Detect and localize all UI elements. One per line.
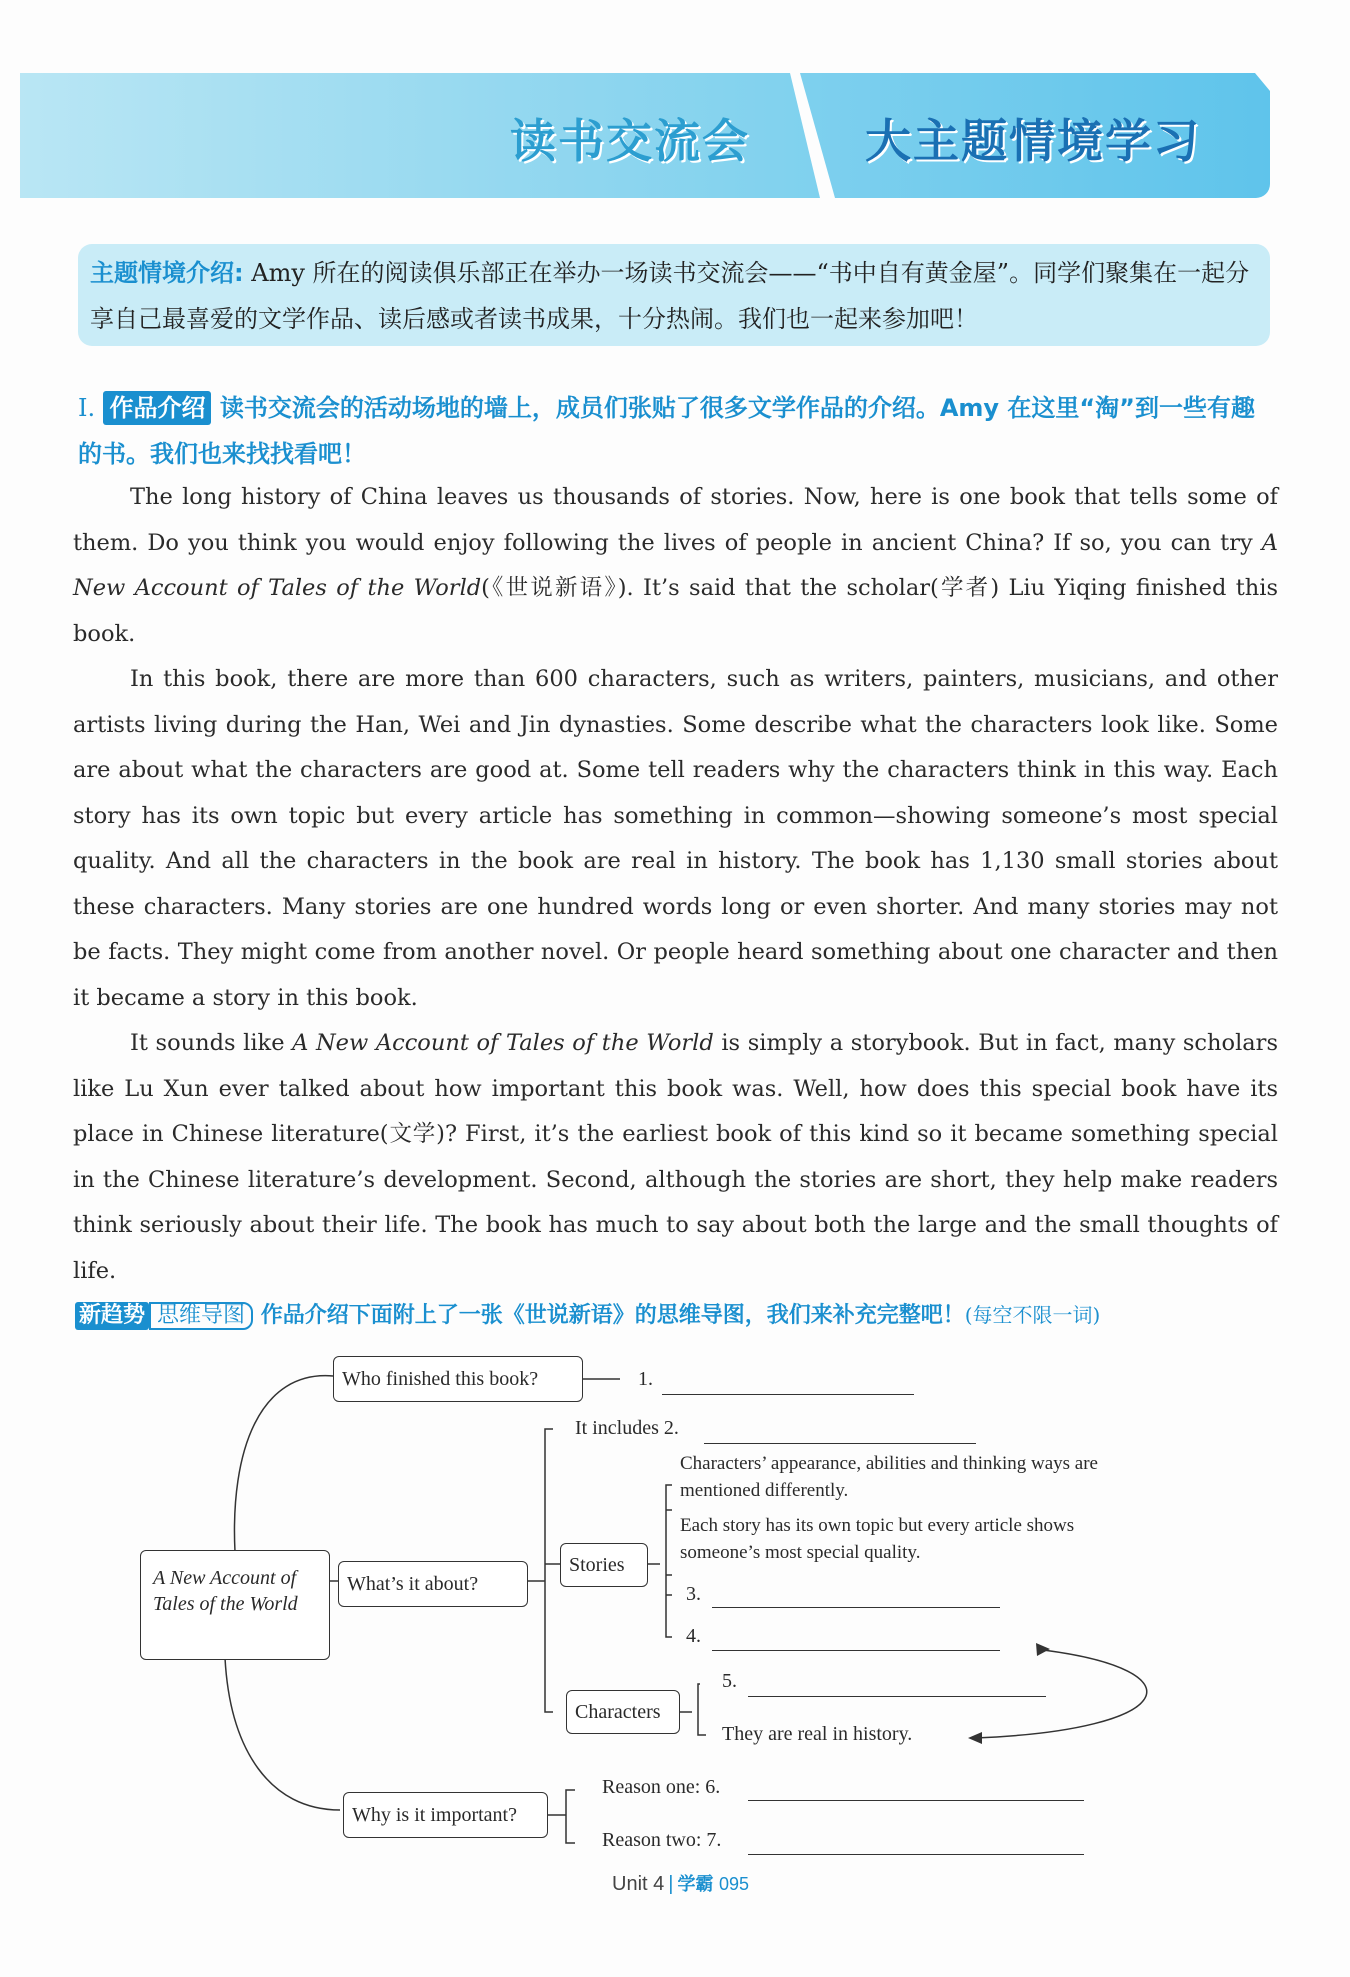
book-title: A New Account of Tales of the World [292, 1030, 714, 1056]
page-number: 095 [719, 1874, 750, 1894]
arrow-head-bottom [968, 1732, 982, 1744]
curved-arrow [975, 1650, 1147, 1738]
trend-tag: 新趋势 [75, 1302, 149, 1330]
section-number: Ⅰ. [78, 394, 96, 422]
header-title-right: 大主题情境学习 [865, 114, 1201, 168]
article-text: (《世说新语》). It’s said that the scholar(学者) Liu Yiqing finished this book. [73, 575, 1278, 647]
reason-two-label: Reason two: 7. [602, 1829, 722, 1851]
intro-label: 主题情境介绍: [90, 259, 244, 287]
article-text: The long history of China leaves us thousands of stories. Now, here is one book that tells some of them. Do you think you would enjoy following the lives of people in ancient China? If so, you can try [73, 484, 1278, 556]
header-title-left: 读书交流会 [510, 114, 750, 168]
task-instruction [75, 1298, 1285, 1333]
article-paragraph-3 [73, 1021, 1278, 1294]
mindmap-node-characters: Characters [566, 1690, 680, 1734]
intro-body: Amy 所在的阅读俱乐部正在举办一场读书交流会——“书中自有黄金屋”。同学们聚集在一起分享自己最喜爱的文学作品、读后感或者读书成果，十分热闹。我们也一起来参加吧！ [90, 259, 1250, 333]
answer-blank-5[interactable] [748, 1696, 1046, 1697]
mindmap-node-about: What’s it about? [338, 1561, 528, 1607]
article-text: is simply a storybook. But in fact, many scholars like Lu Xun ever talked about how important this book was. Well, how does this special book have its place in Chinese literature(文学)? First, it’s the earliest book of this kind so it became something special in the Chinese literature’s development. Second, although the stories are short, they help make readers think seriously about their life. The book has much to say about both the large and the small thoughts of life. [73, 1030, 1278, 1284]
task-note: (每空不限一词) [964, 1303, 1101, 1327]
article [73, 475, 1278, 1294]
answer-blank-4[interactable] [712, 1650, 1000, 1651]
intro-paragraph [90, 250, 1260, 342]
answer-blank-2[interactable] [704, 1443, 976, 1444]
footer-separator: | [668, 1873, 674, 1895]
blank-3-label: 3. [686, 1583, 701, 1605]
footer-unit: Unit 4 [612, 1873, 665, 1895]
bracket-about [528, 1429, 553, 1712]
article-paragraph-2: In this book, there are more than 600 characters, such as writers, painters, musicians, and other artists living during the Han, Wei and Jin dynasties. Some describe what the characters look like. Some are about what the characters are good at. Some tell readers why the characters think in this way. Each story has its own topic but every article has something in common—showing someone’s most special quality. And all the characters in the book are real in history. The book has 1,130 small stories about these characters. Many stories are one hundred words long or even shorter. And many stories may not be facts. They might come from another novel. Or people heard something about one character and then it became a story in this book. [73, 666, 1278, 1011]
bracket-characters [680, 1684, 706, 1735]
task-text: 作品介绍下面附上了一张《世说新语》的思维导图，我们来补充完整吧！ [260, 1303, 965, 1328]
connector-center-bottom [225, 1658, 340, 1810]
blank-4-label: 4. [686, 1625, 701, 1647]
article-paragraph-1 [73, 475, 1278, 657]
stories-detail-2a: Each story has its own topic but every article shows [680, 1515, 1075, 1536]
answer-blank-7[interactable] [748, 1854, 1084, 1855]
stories-detail-1b: mentioned differently. [680, 1480, 849, 1501]
footer-brand: 学霸 [677, 1874, 714, 1895]
connector-center-top [234, 1376, 333, 1552]
stories-detail-2b: someone’s most special quality. [680, 1542, 921, 1563]
blank-5-label: 5. [722, 1670, 737, 1692]
article-text: It sounds like [130, 1030, 293, 1056]
mindmap-node-important: Why is it important? [343, 1792, 548, 1838]
reason-one-label: Reason one: 6. [602, 1776, 721, 1798]
page-footer [612, 1870, 812, 1896]
mindmap-node-stories: Stories [560, 1543, 648, 1587]
mindmap-tag: 思维导图 [149, 1302, 253, 1330]
book-title: A New Account of Tales of the World [73, 529, 1278, 601]
section-heading [78, 385, 1278, 477]
mindmap-center-node: A New Account of Tales of the World [140, 1550, 330, 1660]
section-instruction: 读书交流会的活动场地的墙上，成员们张贴了很多文学作品的介绍。Amy 在这里“淘”到一些有趣的书。我们也来找找看吧！ [78, 394, 1255, 468]
answer-blank-1[interactable] [662, 1394, 914, 1395]
bracket-stories [648, 1485, 672, 1637]
blank-1-label: 1. [638, 1368, 653, 1390]
section-tag: 作品介绍 [103, 391, 211, 425]
arrow-head-top [1036, 1643, 1050, 1656]
bracket-important [548, 1790, 575, 1843]
characters-real-note: They are real in history. [722, 1723, 913, 1745]
answer-blank-6[interactable] [748, 1800, 1084, 1801]
includes-label: It includes 2. [575, 1417, 679, 1439]
answer-blank-3[interactable] [712, 1607, 1000, 1608]
stories-detail-1a: Characters’ appearance, abilities and thinking ways are [680, 1453, 1098, 1474]
mindmap-node-who: Who finished this book? [333, 1356, 583, 1402]
